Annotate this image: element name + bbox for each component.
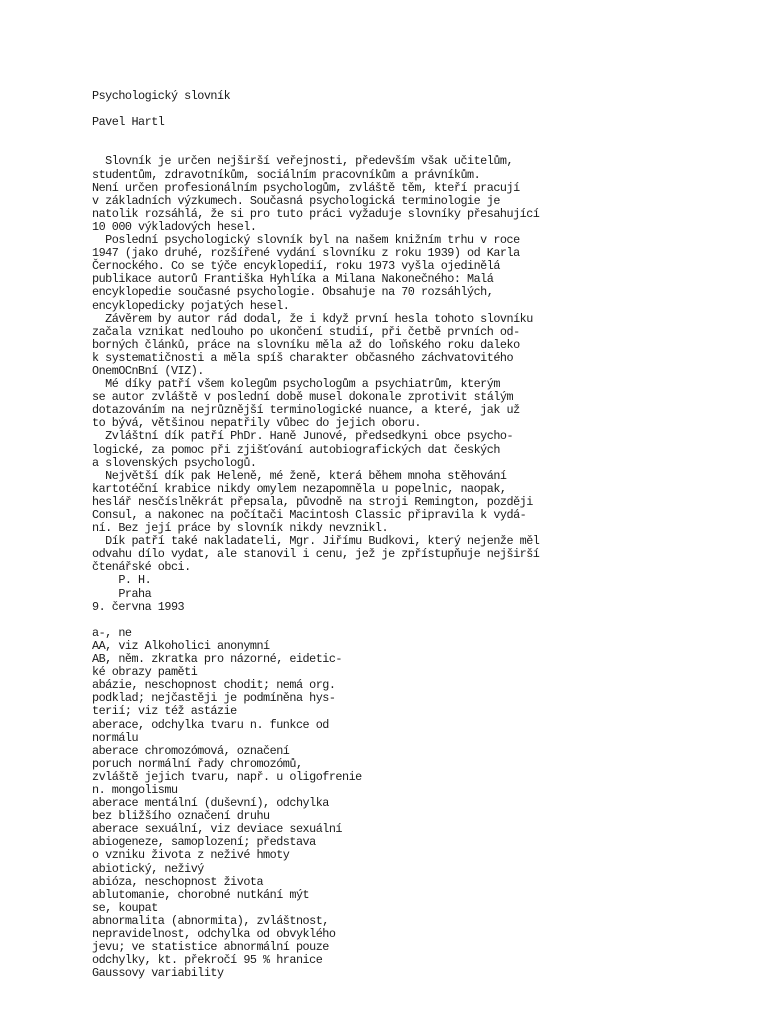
entry-line: AA, viz Alkoholici anonymní: [92, 638, 270, 653]
preface-line: Consul, a nakonec na počítači Macintosh Classic připravila k vydá-: [92, 508, 527, 522]
preface-line: encyklopedicky pojatých hesel.: [92, 298, 290, 313]
entry-line: bez bližšího označení druhu: [92, 809, 270, 824]
preface-line: odvahu dílo vydat, ale stanovil i cenu, jež je zpřístupňuje nejširší: [92, 547, 540, 562]
preface-line: čtenářské obci.: [92, 560, 191, 575]
document-title: Psychologický slovník: [92, 89, 231, 103]
preface: [92, 155, 752, 613]
entry-line: odchylky, kt. překročí 95 % hranice: [92, 953, 323, 968]
preface-line: encyklopedie současné psychologie. Obsahuje na 70 rozsáhlých,: [92, 285, 494, 300]
preface-line: v základních výzkumech. Současná psychologická terminologie je: [92, 193, 500, 208]
preface-line: 10 000 výkladových hesel.: [92, 219, 257, 234]
entry-line: AB, něm. zkratka pro názorné, eidetic-: [92, 652, 343, 667]
preface-line: studentům, zdravotníkům, sociálním pracovníkům a právníkům.: [92, 167, 481, 182]
entry-line: zvláště jejich tvaru, např. u oligofrenie: [92, 769, 362, 784]
entry-line: abázie, neschopnost chodit; nemá org.: [92, 678, 336, 693]
dictionary-entries: [92, 627, 752, 981]
entry-line: abiotický, neživý: [92, 861, 204, 876]
preface-line: se autor zvláště v poslední době musel dokonale zprotivit stálým: [92, 390, 514, 405]
entry-line: podklad; nejčastěji je podmíněna hys-: [92, 691, 336, 706]
preface-line: Praha: [92, 586, 152, 601]
preface-line: heslář nesčíslněkrát přepsala, původně na stroji Remington, později: [92, 494, 533, 509]
preface-line: P. H.: [92, 573, 152, 588]
entry-line: a-, ne: [92, 625, 132, 640]
preface-line: publikace autorů Františka Hyhlíka a Milana Nakonečného: Malá: [92, 272, 494, 287]
entry-line: n. mongolismu: [92, 782, 178, 797]
preface-line: Největší dík pak Heleně, mé ženě, která během mnoha stěhování: [92, 468, 507, 483]
preface-line: dotazováním na nejrůznější terminologické nuance, a které, jak už: [92, 403, 520, 418]
spacer: [92, 614, 752, 627]
entry-line: abnormalita (abnormita), zvláštnost,: [92, 913, 329, 928]
entry-line: nepravidelnost, odchylka od obvyklého: [92, 927, 336, 941]
author-name: Pavel Hartl: [92, 115, 165, 130]
preface-line: borných článků, práce na slovníku měla až do loňského roku daleko: [92, 337, 520, 352]
entry-line: se, koupat: [92, 900, 158, 915]
entry-line: ké obrazy paměti: [92, 665, 198, 680]
preface-line: Slovník je určen nejširší veřejnosti, především však učitelům,: [92, 154, 514, 169]
preface-line: Zvláštní dík patří PhDr. Haně Junové, předsedkyni obce psycho-: [92, 429, 514, 444]
preface-line: k systematičnosti a měla spíš charakter občasného záchvatovitého: [92, 350, 514, 365]
preface-line: to bývá, většinou nepatřily vůbec do jejich oboru.: [92, 416, 421, 431]
spacer: [92, 129, 752, 155]
preface-line: Není určen profesionálním psychologům, zvláště těm, kteří pracují: [92, 180, 520, 195]
entry-line: poruch normální řady chromozómů,: [92, 756, 303, 771]
entry-line: aberace, odchylka tvaru n. funkce od: [92, 717, 329, 732]
entry-line: abiogeneze, samoplození; představa: [92, 835, 316, 850]
entry-line: o vzniku života z neživé hmoty: [92, 848, 290, 863]
spacer: [92, 103, 752, 116]
preface-line: kartotéční krabice nikdy omylem nezapomněla u popelnic, naopak,: [92, 481, 507, 496]
entry-line: terií; viz též astázie: [92, 704, 237, 719]
preface-line: 9. června 1993: [92, 599, 185, 614]
preface-line: začala vznikat nedlouho po ukončení studií, při četbě prvních od-: [92, 324, 520, 339]
entry-line: normálu: [92, 730, 139, 745]
preface-line: ní. Bez její práce by slovník nikdy nevznikl.: [92, 521, 389, 536]
entry-line: aberace mentální (duševní), odchylka: [92, 796, 329, 811]
preface-line: Poslední psychologický slovník byl na našem knižním trhu v roce: [92, 233, 520, 248]
entry-line: abióza, neschopnost života: [92, 874, 264, 889]
entry-line: aberace chromozómová, označení: [92, 743, 290, 758]
preface-line: a slovenských psychologů.: [92, 455, 257, 470]
document-body: [92, 90, 752, 980]
preface-line: logické, za pomoc při zjišťování autobiografických dat českých: [92, 442, 500, 457]
preface-line: Dík patří také nakladateli, Mgr. Jiřímu Budkovi, který nejenže měl: [92, 534, 540, 549]
preface-line: Černockého. Co se týče encyklopedií, roku 1973 vyšla ojedinělá: [92, 259, 500, 274]
preface-line: Mé díky patří všem kolegům psychologům a psychiatrům, kterým: [92, 377, 500, 392]
entry-line: jevu; ve statistice abnormální pouze: [92, 940, 329, 955]
entry-line: aberace sexuální, viz deviace sexuální: [92, 822, 343, 837]
entry-line: Gaussovy variability: [92, 966, 224, 981]
preface-line: Závěrem by autor rád dodal, že i když první hesla tohoto slovníku: [92, 311, 533, 326]
preface-line: OnemOCnBní (VIZ).: [92, 363, 204, 378]
preface-line: natolik rozsáhlá, že si pro tuto práci vyžaduje slovníky přesahující: [92, 206, 540, 221]
preface-line: 1947 (jako druhé, rozšířené vydání slovníku z roku 1939) od Karla: [92, 246, 520, 261]
entry-line: ablutomanie, chorobné nutkání mýt: [92, 887, 310, 902]
